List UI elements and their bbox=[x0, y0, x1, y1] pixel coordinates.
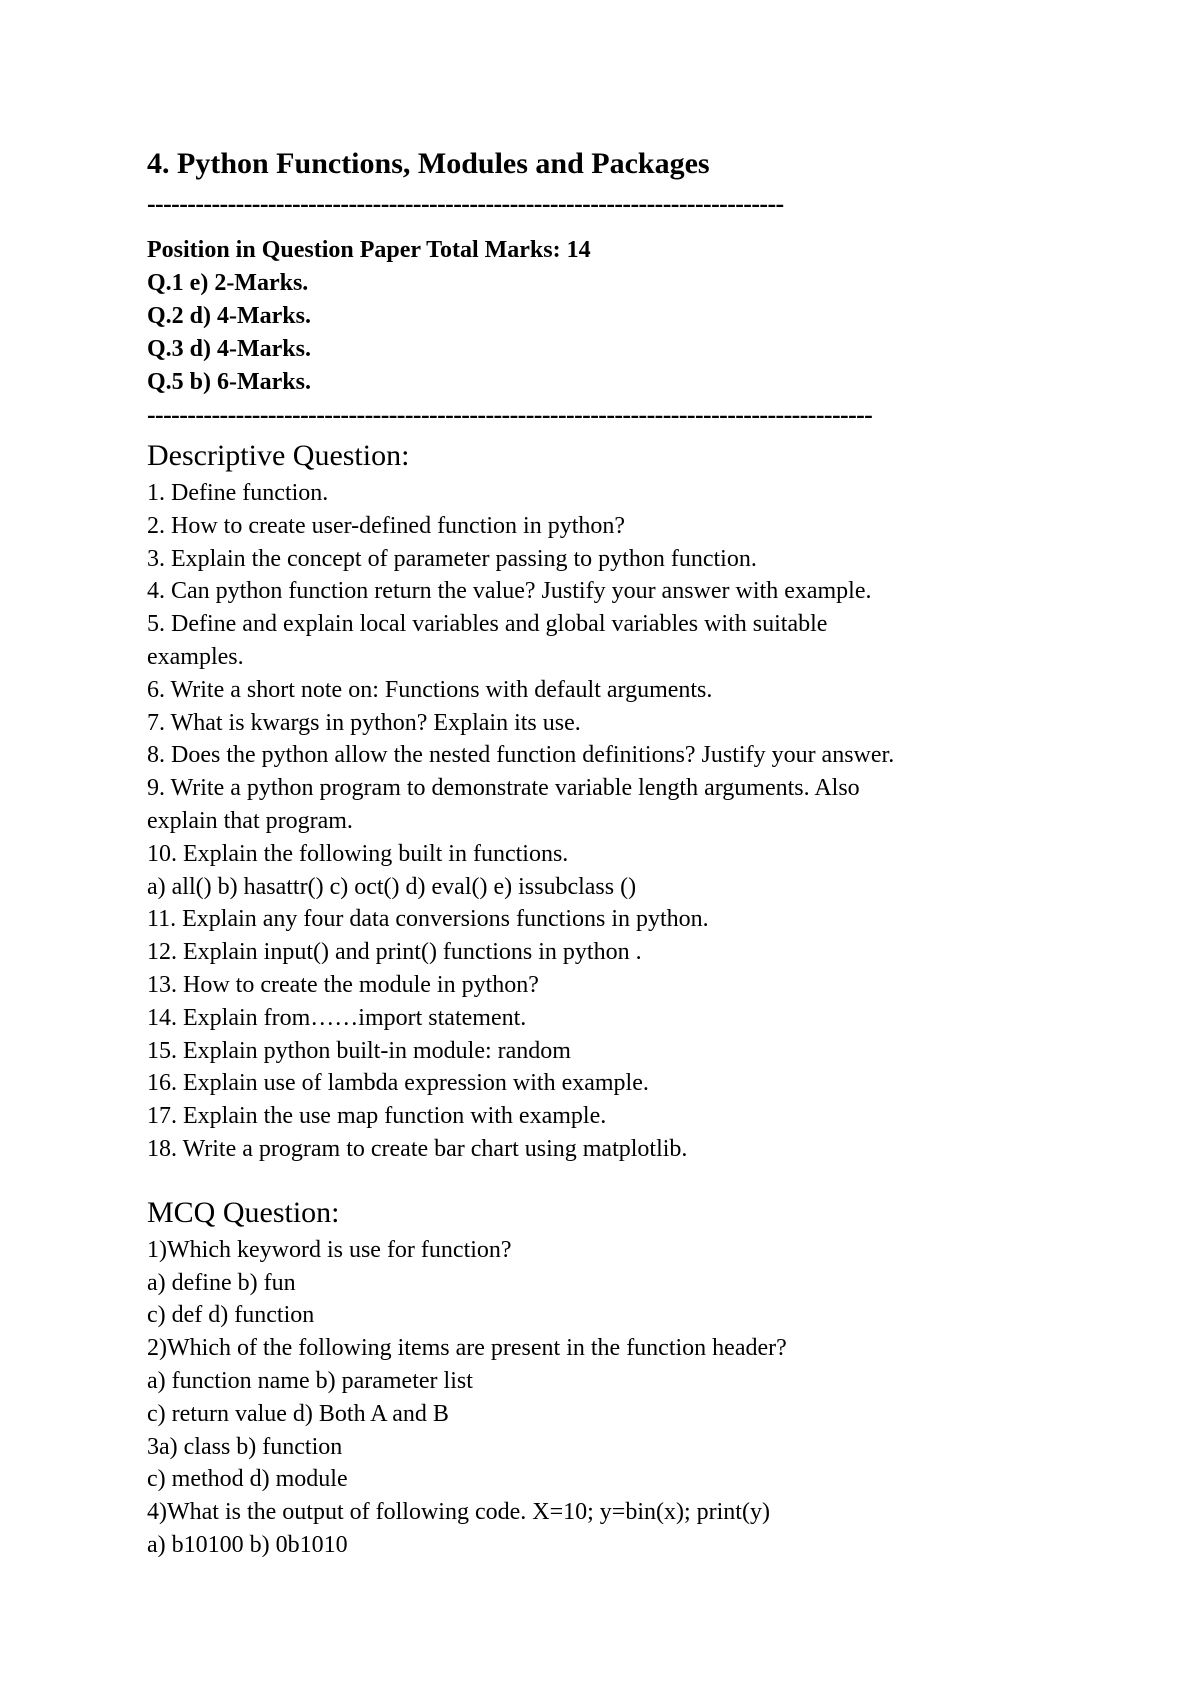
mcq-line: 4)What is the output of following code. X=10; y=bin(x); print(y) bbox=[147, 1499, 770, 1526]
descriptive-line: 16. Explain use of lambda expression with example. bbox=[147, 1070, 649, 1097]
marks-header: Position in Question Paper Total Marks: 14 bbox=[147, 237, 591, 263]
mcq-line: 1)Which keyword is use for function? bbox=[147, 1236, 512, 1263]
marks-block bbox=[147, 234, 1077, 399]
descriptive-line: explain that program. bbox=[147, 807, 353, 834]
descriptive-line: 6. Write a short note on: Functions with default arguments. bbox=[147, 676, 713, 703]
mcq-line: a) function name b) parameter list bbox=[147, 1367, 473, 1394]
descriptive-line: 10. Explain the following built in functions. bbox=[147, 840, 569, 867]
descriptive-list bbox=[147, 477, 1077, 1166]
divider-top: ------------------------------------------------------------------------------- bbox=[147, 190, 784, 218]
mcq-line: a) b10100 b) 0b1010 bbox=[147, 1531, 348, 1558]
mcq-line: c) method d) module bbox=[147, 1466, 348, 1493]
descriptive-line: 17. Explain the use map function with example. bbox=[147, 1103, 607, 1130]
mcq-line: 3a) class b) function bbox=[147, 1433, 343, 1460]
descriptive-line: 7. What is kwargs in python? Explain its use. bbox=[147, 709, 581, 736]
mcq-line: a) define b) fun bbox=[147, 1269, 296, 1296]
descriptive-heading: Descriptive Question: bbox=[147, 439, 410, 472]
descriptive-line: 15. Explain python built-in module: random bbox=[147, 1037, 571, 1064]
descriptive-line: 3. Explain the concept of parameter passing to python function. bbox=[147, 545, 757, 572]
mcq-heading: MCQ Question: bbox=[147, 1195, 340, 1229]
mcq-line: c) return value d) Both A and B bbox=[147, 1400, 449, 1427]
mcq-line: 2)Which of the following items are present in the function header? bbox=[147, 1335, 787, 1362]
descriptive-line: 18. Write a program to create bar chart using matplotlib. bbox=[147, 1135, 688, 1162]
descriptive-line: 5. Define and explain local variables and global variables with suitable bbox=[147, 611, 828, 638]
descriptive-line: 2. How to create user-defined function in python? bbox=[147, 512, 626, 539]
descriptive-line: examples. bbox=[147, 643, 244, 670]
page-title: 4. Python Functions, Modules and Packages bbox=[147, 147, 710, 180]
marks-item: Q.5 b) 6-Marks. bbox=[147, 369, 311, 395]
document-page bbox=[147, 142, 1077, 1562]
descriptive-line: 13. How to create the module in python? bbox=[147, 971, 539, 998]
descriptive-line: 12. Explain input() and print() functions in python . bbox=[147, 939, 642, 966]
marks-item: Q.3 d) 4-Marks. bbox=[147, 336, 311, 362]
marks-item: Q.1 e) 2-Marks. bbox=[147, 270, 309, 296]
descriptive-line: 8. Does the python allow the nested function definitions? Justify your answer. bbox=[147, 742, 895, 769]
divider-bottom: ------------------------------------------------------------------------------------------ bbox=[147, 401, 873, 429]
marks-item: Q.2 d) 4-Marks. bbox=[147, 303, 311, 329]
mcq-line: c) def d) function bbox=[147, 1302, 315, 1329]
descriptive-line: 9. Write a python program to demonstrate variable length arguments. Also bbox=[147, 775, 860, 802]
descriptive-line: 1. Define function. bbox=[147, 480, 329, 506]
descriptive-line: 14. Explain from……import statement. bbox=[147, 1004, 527, 1031]
descriptive-line: 11. Explain any four data conversions functions in python. bbox=[147, 906, 709, 933]
descriptive-line: 4. Can python function return the value? Justify your answer with example. bbox=[147, 578, 872, 605]
mcq-list bbox=[147, 1234, 1077, 1562]
descriptive-line: a) all() b) hasattr() c) oct() d) eval() e) issubclass () bbox=[147, 873, 637, 900]
